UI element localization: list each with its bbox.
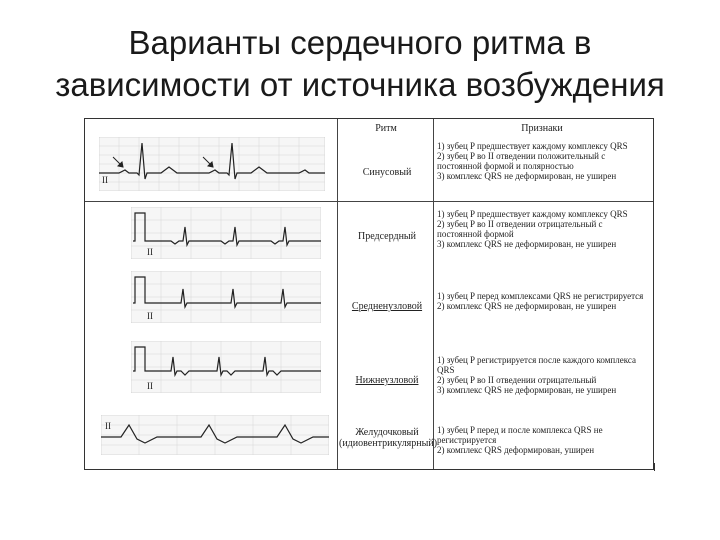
rhythm-table — [84, 118, 654, 470]
sign-item: 2) зубец P во II отведении отрицательный с постоянной формой — [437, 219, 603, 239]
ecg-strip-midnodal — [131, 271, 321, 323]
sign-item: 1) зубец P перед и после комплекса QRS не регистрируется — [437, 425, 603, 445]
signs-sinus — [437, 141, 649, 181]
sign-item: 1) зубец P перед комплексами QRS не регистрируется — [437, 291, 644, 301]
svg-text:II: II — [147, 311, 153, 321]
sign-item: 2) комплекс QRS деформирован, уширен — [437, 445, 595, 455]
title-line-2: зависимости от источника возбуждения — [55, 66, 665, 103]
sign-item: 3) комплекс QRS не деформирован, не уширен — [437, 385, 617, 395]
sign-item: 1) зубец P предшествует каждому комплексу QRS — [437, 141, 628, 151]
signs-atrial — [437, 209, 649, 249]
table-corner-mark — [654, 463, 655, 471]
lead-label: II — [102, 175, 108, 185]
ecg-strip-ventricular — [101, 415, 329, 455]
title-line-1: Варианты сердечного ритма в — [128, 24, 592, 61]
rhythm-name-ventricular: Желудочковый (идиовентрикулярный) — [339, 427, 438, 449]
rhythm-name-atrial: Предсердный — [358, 231, 416, 242]
sign-item: 2) зубец P во II отведении отрицательный — [437, 375, 597, 385]
column-divider-1 — [337, 119, 338, 469]
svg-text:II: II — [105, 421, 111, 431]
rhythm-name-sinus: Синусовый — [362, 167, 412, 178]
rhythm-name-midnodal: Средненузловой — [351, 301, 423, 312]
svg-text:II: II — [147, 247, 153, 257]
rhythm-name-lownodal: Нижнеузловой — [355, 375, 419, 386]
sign-item: 2) комплекс QRS не деформирован, не уширен — [437, 301, 617, 311]
ecg-strip-atrial — [131, 207, 321, 259]
row-divider-1 — [85, 201, 653, 202]
signs-ventricular — [437, 425, 649, 455]
signs-lownodal — [437, 355, 649, 395]
ecg-strip-lownodal — [131, 341, 321, 393]
svg-text:II: II — [147, 381, 153, 391]
slide-title — [0, 22, 720, 106]
sign-item: 1) зубец P предшествует каждому комплексу QRS — [437, 209, 628, 219]
sign-item: 3) комплекс QRS не деформирован, не уширен — [437, 239, 617, 249]
header-rhythm: Ритм — [375, 123, 397, 134]
sign-item: 1) зубец P регистрируется после каждого комплекса QRS — [437, 355, 636, 375]
sign-item: 2) зубец P во II отведении положительный с постоянной формой и полярностью — [437, 151, 606, 171]
ecg-strip-sinus — [99, 137, 325, 191]
signs-midnodal — [437, 291, 649, 311]
header-signs: Признаки — [521, 123, 563, 134]
sign-item: 3) комплекс QRS не деформирован, не уширен — [437, 171, 617, 181]
